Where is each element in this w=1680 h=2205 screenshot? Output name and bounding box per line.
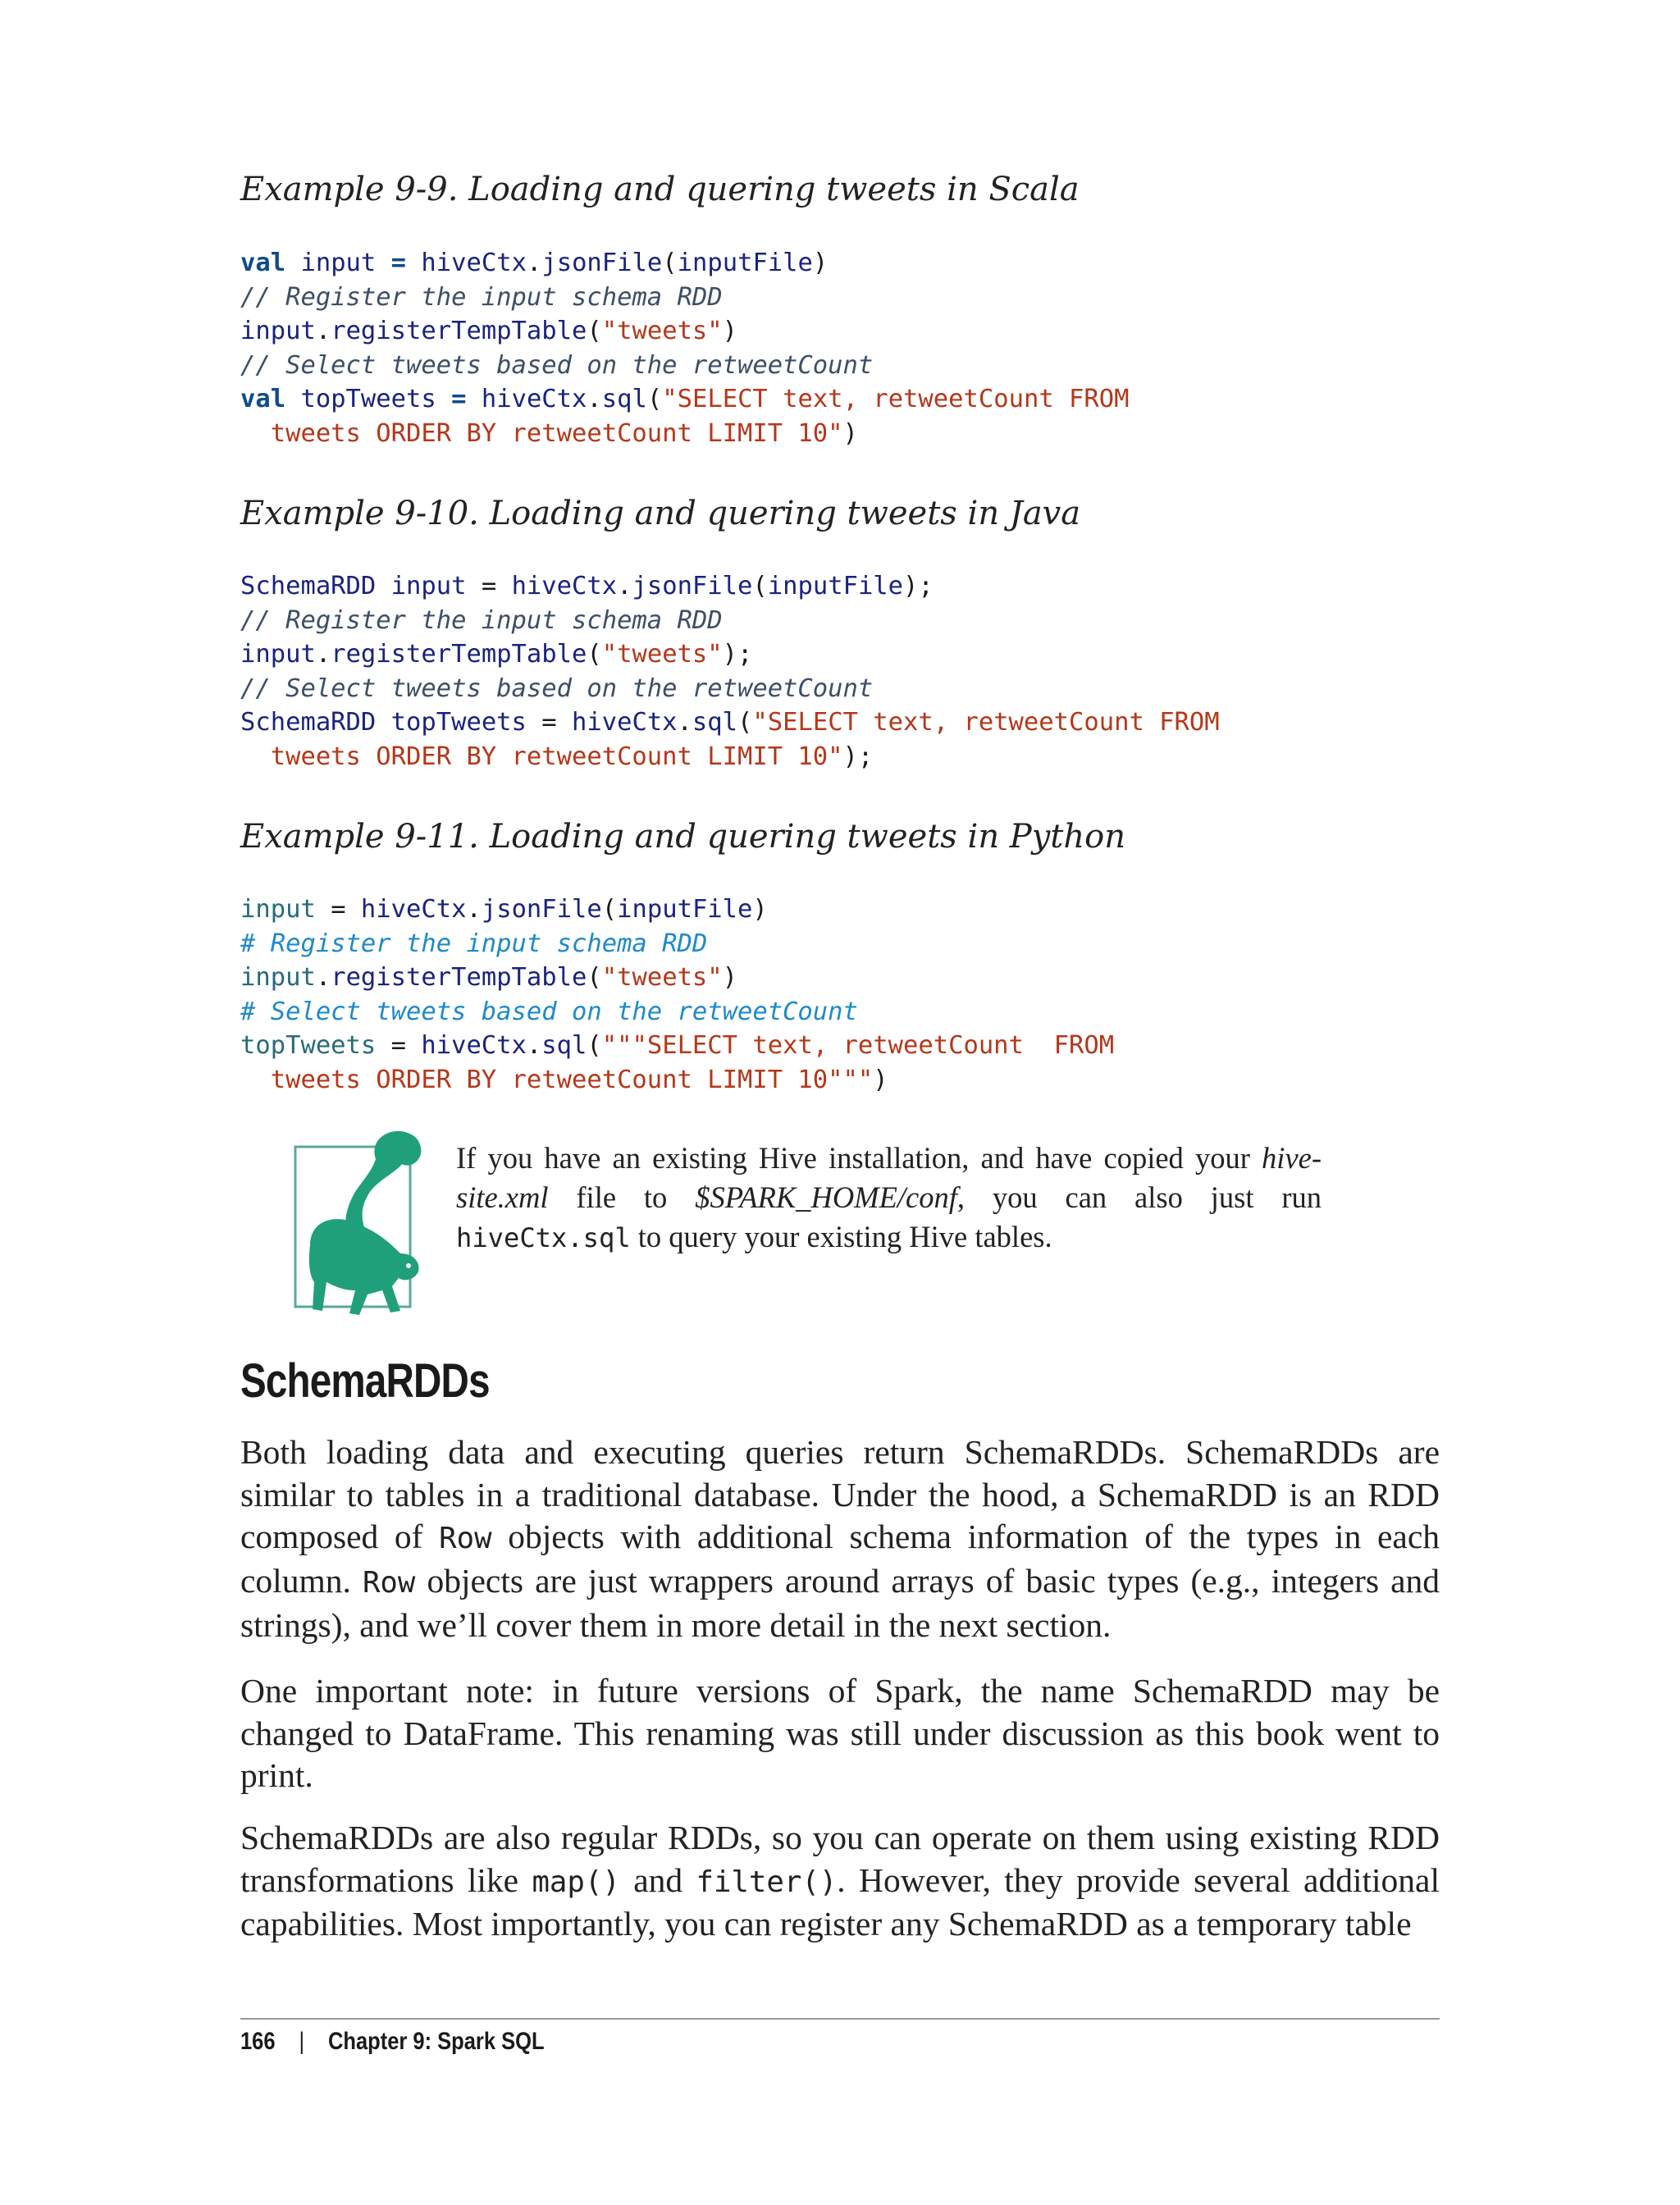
code-token: ); bbox=[842, 742, 874, 771]
code-token: ); bbox=[722, 640, 753, 669]
code-token bbox=[376, 572, 390, 600]
code-line bbox=[240, 672, 1220, 706]
code-line bbox=[240, 892, 1114, 927]
code-token bbox=[285, 385, 300, 413]
inline-code: Row bbox=[439, 1522, 492, 1556]
code-line bbox=[240, 1029, 1114, 1063]
code-token: ) bbox=[842, 418, 858, 448]
code-token: input bbox=[240, 317, 316, 345]
code-token: ( bbox=[587, 317, 602, 345]
code-block-java bbox=[240, 569, 1220, 774]
code-token: hiveCtx bbox=[421, 249, 527, 277]
code-token: registerTempTable bbox=[331, 963, 587, 992]
code-line bbox=[240, 382, 1130, 417]
code-block-python bbox=[240, 892, 1114, 1097]
code-line bbox=[240, 417, 1130, 451]
code-token: // Register the input schema RDD bbox=[240, 605, 723, 635]
code-token: . bbox=[315, 640, 331, 669]
code-token: hiveCtx bbox=[511, 572, 618, 600]
footer-separator: | bbox=[299, 2028, 305, 2055]
code-token: sql bbox=[601, 385, 647, 413]
code-token: ( bbox=[587, 640, 602, 669]
note-inline-code: hiveCtx.sql bbox=[456, 1222, 631, 1253]
code-token: input bbox=[240, 895, 316, 924]
code-token: registerTempTable bbox=[331, 317, 587, 345]
paragraph-text: . However, they provide several additional capabilities. Most importantly, you can register any SchemaRDD as a temporary table bbox=[240, 1860, 1440, 1943]
code-line bbox=[240, 961, 1114, 995]
paragraph-text: SchemaRDDs are also regular RDDs, so you can operate on them using existing RDD transformations like bbox=[240, 1819, 1440, 1899]
code-token: val bbox=[240, 249, 286, 277]
code-token: ) bbox=[873, 1065, 888, 1094]
code-token: sql bbox=[692, 708, 738, 737]
note-text-part: , you can also just run bbox=[956, 1180, 1322, 1214]
code-token: ( bbox=[601, 895, 618, 924]
code-token: tweets ORDER BY retweetCount LIMIT 10" bbox=[270, 418, 843, 448]
code-token: "SELECT text, retweetCount FROM bbox=[662, 385, 1130, 413]
code-token: SchemaRDD bbox=[240, 708, 377, 737]
code-token: hiveCtx bbox=[421, 1031, 527, 1060]
code-line bbox=[240, 281, 1130, 315]
code-token: jsonFile bbox=[541, 249, 663, 277]
paragraph-2: One important note: in future versions of Spark, the name SchemaRDD may be changed to DataFrame. This renaming was still under discussion as this book went to print. bbox=[240, 1672, 1440, 1795]
code-token: val bbox=[240, 385, 286, 413]
note-file-name: hive-site.xml bbox=[456, 1141, 1322, 1214]
code-token: input bbox=[240, 640, 316, 669]
code-token: ( bbox=[662, 249, 678, 277]
footer-rule bbox=[240, 2018, 1440, 2020]
code-token bbox=[436, 385, 451, 413]
code-token: input bbox=[240, 963, 316, 992]
inline-code: map() bbox=[532, 1865, 620, 1899]
code-token: ( bbox=[587, 1031, 602, 1060]
code-token: "SELECT text, retweetCount FROM bbox=[752, 708, 1220, 737]
paragraph-text: Both loading data and executing queries return SchemaRDDs. SchemaRDDs are similar to tables in a traditional database. Under the hood, a SchemaRDD is an RDD composed of bbox=[240, 1433, 1440, 1556]
code-token bbox=[376, 249, 390, 277]
example-caption-scala: Example 9-9. Loading and quering tweets in Scala bbox=[240, 171, 1080, 208]
code-token: = bbox=[315, 895, 361, 924]
code-token: = bbox=[526, 708, 572, 737]
page-number: 166 bbox=[240, 2028, 276, 2055]
code-token: sql bbox=[541, 1031, 587, 1060]
code-token: // Register the input schema RDD bbox=[240, 282, 723, 312]
note-text-part: to query your existing Hive tables. bbox=[630, 1220, 1052, 1253]
code-token: registerTempTable bbox=[331, 640, 587, 669]
code-token: ) bbox=[812, 249, 829, 277]
code-line bbox=[240, 604, 1220, 638]
code-token: . bbox=[526, 1031, 542, 1060]
code-token: . bbox=[466, 895, 482, 924]
code-line bbox=[240, 569, 1220, 604]
code-token: . bbox=[677, 708, 692, 737]
page-footer bbox=[240, 2028, 545, 2056]
code-token: # Select tweets based on the retweetCount bbox=[240, 997, 858, 1026]
code-token: input bbox=[390, 572, 467, 600]
example-caption-java: Example 9-10. Loading and quering tweets in Java bbox=[240, 495, 1081, 532]
chapter-title: Chapter 9: Spark SQL bbox=[327, 2028, 545, 2055]
code-token: hiveCtx bbox=[360, 895, 467, 924]
code-token: = bbox=[376, 1031, 422, 1060]
code-token bbox=[376, 708, 390, 737]
code-token bbox=[406, 249, 421, 277]
code-token: hiveCtx bbox=[572, 708, 678, 737]
code-line bbox=[240, 349, 1130, 383]
code-token: inputFile bbox=[767, 572, 904, 600]
code-token: SchemaRDD bbox=[240, 572, 377, 600]
code-token: ) bbox=[722, 317, 738, 345]
code-token: "tweets" bbox=[601, 963, 723, 992]
code-token: = bbox=[390, 249, 407, 277]
code-token bbox=[240, 1066, 271, 1094]
code-line bbox=[240, 705, 1220, 740]
code-token: ( bbox=[587, 963, 602, 992]
code-token bbox=[466, 385, 481, 413]
code-token: // Select tweets based on the retweetCount bbox=[240, 350, 874, 380]
code-token bbox=[240, 742, 271, 771]
code-token: jsonFile bbox=[481, 895, 602, 924]
code-token: ( bbox=[646, 385, 663, 413]
example-caption-python: Example 9-11. Loading and quering tweets in Python bbox=[240, 818, 1125, 856]
code-token: # Register the input schema RDD bbox=[240, 929, 708, 958]
code-line bbox=[240, 314, 1130, 349]
code-token: jsonFile bbox=[632, 572, 753, 600]
note-text-part: file to bbox=[548, 1180, 696, 1214]
code-block-scala bbox=[240, 246, 1130, 450]
code-line bbox=[240, 927, 1114, 961]
code-token: "tweets" bbox=[601, 317, 723, 345]
note-text-part: If you have an existing Hive installation, and have copied your bbox=[456, 1141, 1262, 1175]
code-token: ( bbox=[737, 708, 753, 737]
code-token: ) bbox=[722, 963, 738, 992]
code-token: topTweets bbox=[390, 708, 527, 737]
code-token: . bbox=[315, 963, 331, 992]
code-token: // Select tweets based on the retweetCount bbox=[240, 673, 874, 703]
code-token: . bbox=[315, 317, 331, 345]
code-token: tweets ORDER BY retweetCount LIMIT 10""" bbox=[270, 1065, 874, 1094]
code-token: topTweets bbox=[300, 385, 436, 413]
paragraph-3 bbox=[240, 1817, 1440, 1946]
code-token: ); bbox=[903, 572, 934, 600]
code-line bbox=[240, 995, 1114, 1029]
code-token: . bbox=[617, 572, 632, 600]
code-token: ( bbox=[752, 572, 768, 600]
code-token bbox=[240, 419, 271, 448]
code-token bbox=[285, 249, 300, 277]
code-line bbox=[240, 740, 1220, 774]
lemur-icon bbox=[277, 1122, 429, 1327]
code-token: topTweets bbox=[240, 1031, 377, 1060]
note-text bbox=[456, 1139, 1322, 1258]
section-heading: SchemaRDDs bbox=[240, 1354, 490, 1408]
paragraph-text: objects are just wrappers around arrays of basic types (e.g., integers and strings), and we’ll cover them in more detail in the next section. bbox=[240, 1562, 1440, 1644]
code-token: = bbox=[466, 572, 512, 600]
paragraph-text: and bbox=[619, 1860, 696, 1899]
code-token: hiveCtx bbox=[481, 385, 587, 413]
paragraph-1 bbox=[240, 1431, 1440, 1647]
code-token: """SELECT text, retweetCount FROM bbox=[601, 1031, 1115, 1060]
code-token: = bbox=[451, 385, 467, 413]
code-token: . bbox=[526, 249, 542, 277]
note-path: $SPARK_HOME/conf bbox=[695, 1180, 957, 1214]
code-token: ) bbox=[752, 895, 768, 924]
inline-code: filter() bbox=[696, 1865, 838, 1899]
code-token: . bbox=[587, 385, 602, 413]
inline-code: Row bbox=[362, 1566, 416, 1600]
code-token: "tweets" bbox=[601, 640, 723, 669]
code-token: inputFile bbox=[617, 895, 753, 924]
code-line bbox=[240, 1063, 1114, 1098]
paragraph-text: objects with additional schema information of the types in each column. bbox=[240, 1518, 1440, 1600]
code-token: inputFile bbox=[677, 249, 813, 277]
code-token: input bbox=[300, 249, 377, 277]
code-token: tweets ORDER BY retweetCount LIMIT 10" bbox=[270, 742, 843, 771]
code-line bbox=[240, 246, 1130, 281]
code-line bbox=[240, 637, 1220, 672]
